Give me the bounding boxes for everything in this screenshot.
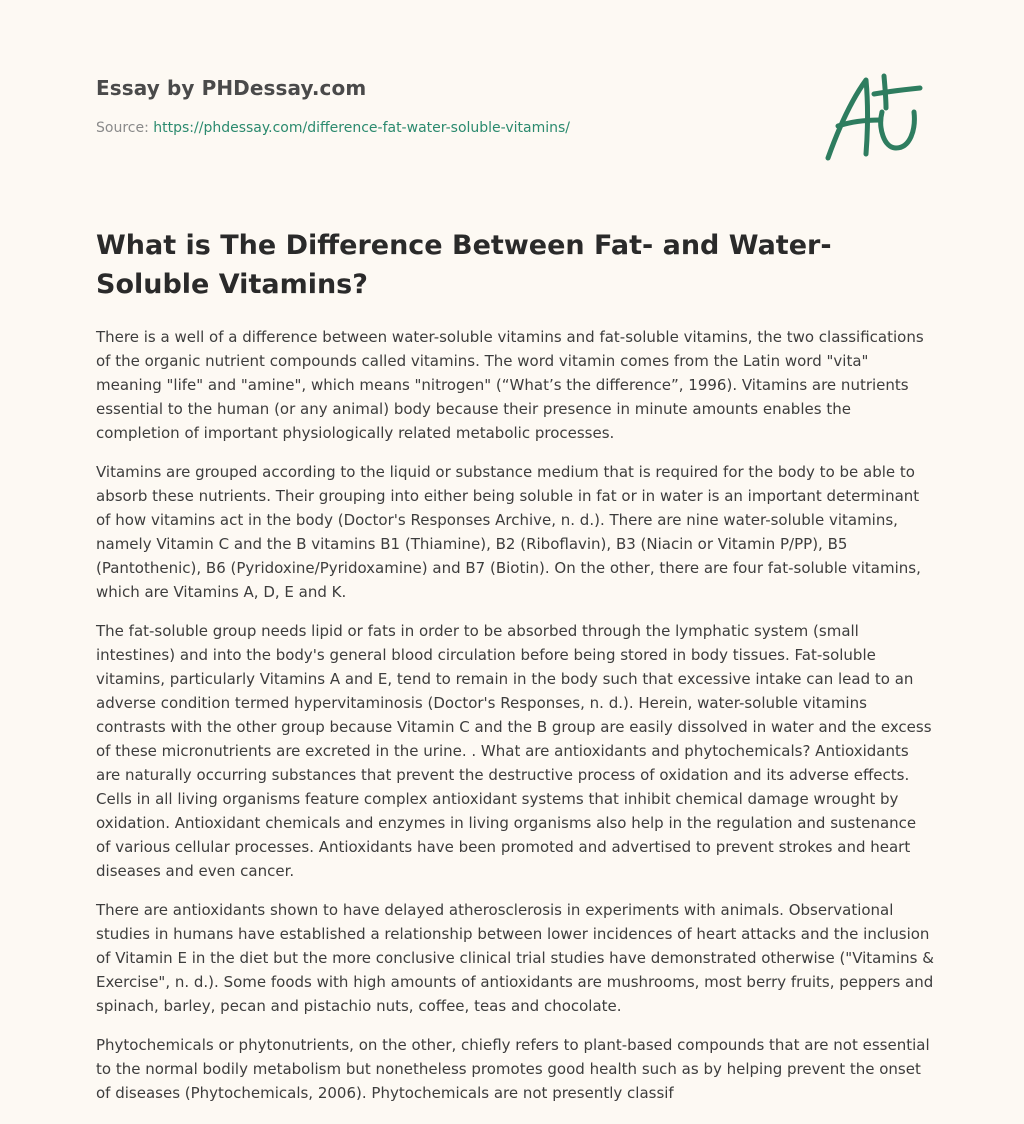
site-brand: Essay by PHDessay.com (96, 76, 367, 100)
essay-paragraph: Phytochemicals or phytonutrients, on the other, chiefly refers to plant-based compounds that are not essential to the normal bodily metabolism but nonetheless promotes good health such as by helping prevent the onset of diseases (Phytochemicals, 2006). Phytochemicals are not presently classif (96, 1036, 930, 1102)
header (96, 76, 796, 136)
essay-title: What is The Difference Between Fat- and Water-Soluble Vitamins? (96, 230, 832, 300)
source-label: Source: (96, 120, 149, 136)
essay-paragraph: The fat-soluble group needs lipid or fats in order to be absorbed through the lymphatic system (small intestines) and into the body's general blood circulation before being stored in body tissues. Fat-soluble vitamins, particularly Vitamins A and E, tend to remain in the body such that excessive intake can lead to an adverse condition termed hypervitaminosis (Doctor's Responses, n. d.). Herein, water-soluble vitamins contrasts with the other group because Vitamin C and the B group are easily dissolved in water and the excess of these micronutrients are excreted in the urine. . What are antioxidants and phytochemicals? Antioxidants are naturally occurring substances that prevent the destructive process of oxidation and its adverse effects. Cells in all living organisms feature complex antioxidant systems that inhibit chemical damage wrought by oxidation. Antioxidant chemicals and enzymes in living organisms also help in the regulation and sustenance of various cellular processes. Antioxidants have been promoted and advertised to prevent strokes and heart diseases and even cancer. (96, 622, 932, 880)
source-link[interactable]: https://phdessay.com/difference-fat-water-soluble-vitamins/ (153, 120, 570, 136)
a-plus-logo-icon (822, 68, 926, 164)
essay-paragraph: Vitamins are grouped according to the liquid or substance medium that is required for the body to be able to absorb these nutrients. Their grouping into either being soluble in fat or in water is an important determinant of how vitamins act in the body (Doctor's Responses Archive, n. d.). There are nine water-soluble vitamins, namely Vitamin C and the B vitamins B1 (Thiamine), B2 (Riboflavin), B3 (Niacin or Vitamin P/PP), B5 (Pantothenic), B6 (Pyridoxine/Pyridoxamine) and B7 (Biotin). On the other, there are four fat-soluble vitamins, which are Vitamins A, D, E and K. (96, 463, 921, 601)
essay-paragraph: There are antioxidants shown to have delayed atherosclerosis in experiments with animals. Observational studies in humans have established a relationship between lower incidences of heart attacks and the inclusion of Vitamin E in the diet but the more conclusive clinical trial studies have demonstrated otherwise ("Vitamins & Exercise", n. d.). Some foods with high amounts of antioxidants are mushrooms, most berry fruits, peppers and spinach, barley, pecan and pistachio nuts, coffee, teas and chocolate. (96, 901, 934, 1015)
essay-paragraph: There is a well of a difference between water-soluble vitamins and fat-soluble vitamins, the two classifications of the organic nutrient compounds called vitamins. The word vitamin comes from the Latin word "vita" meaning "life" and "amine", which means "nitrogen" (“What’s the difference”, 1996). Vitamins are nutrients essential to the human (or any animal) body because their presence in minute amounts enables the completion of important physiologically related metabolic processes. (96, 328, 924, 442)
source-line (96, 120, 796, 136)
essay-body (96, 325, 934, 1120)
